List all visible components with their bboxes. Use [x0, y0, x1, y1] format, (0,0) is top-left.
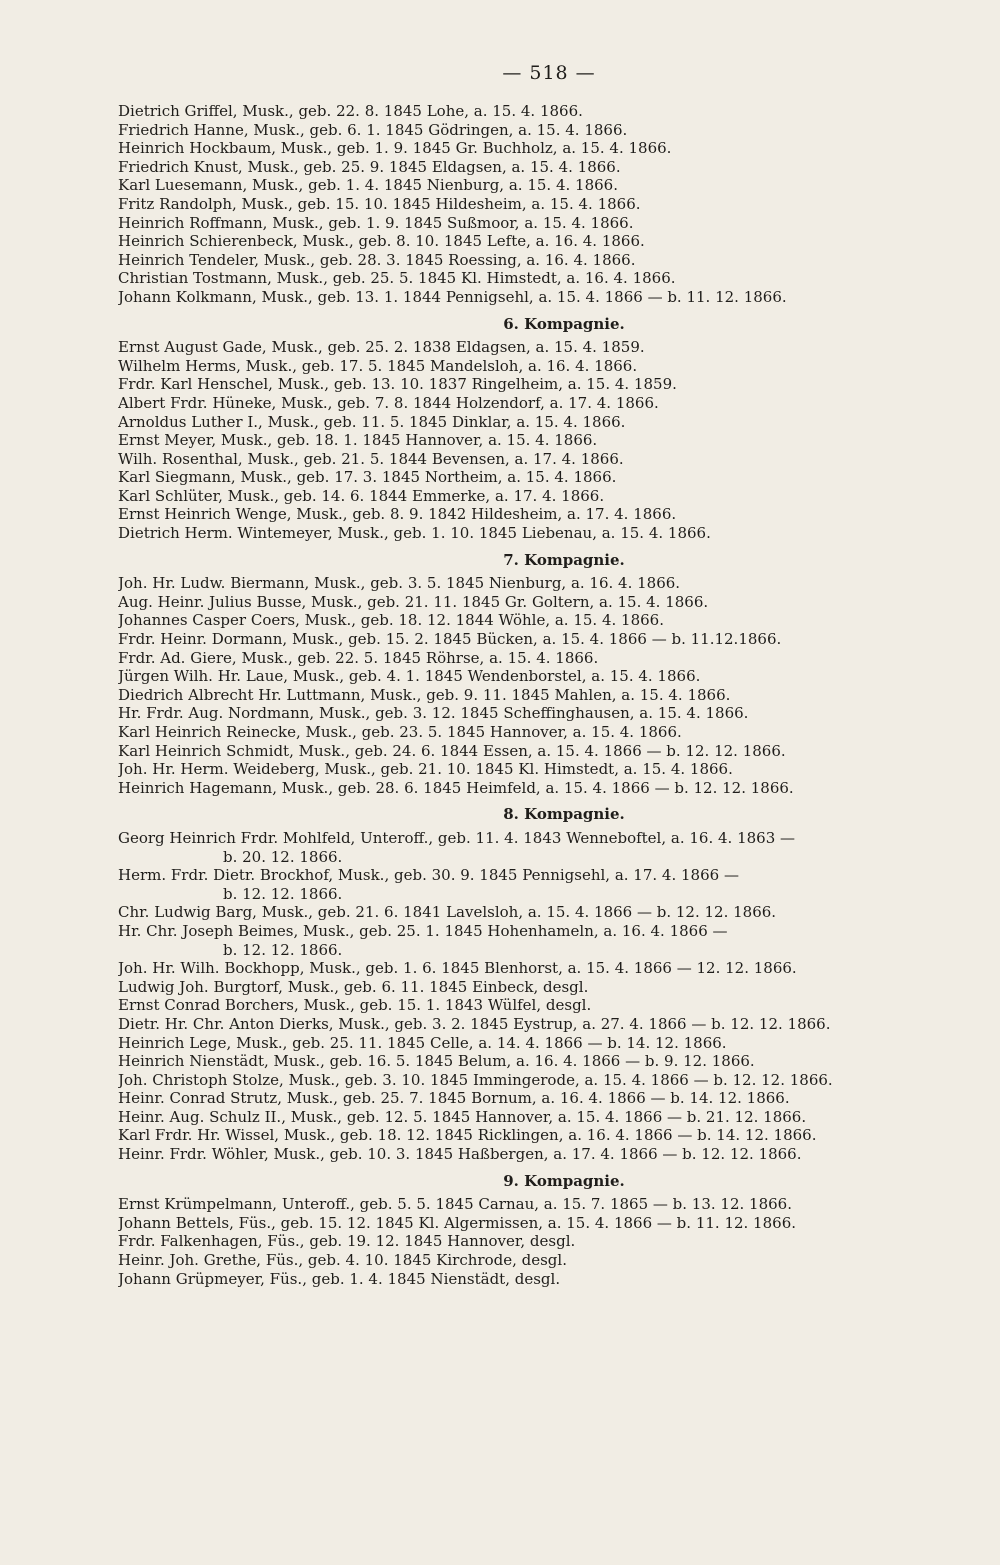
roster-entry: Frdr. Karl Henschel, Musk., geb. 13. 10. 1837 Ringelheim, a. 15. 4. 1859. — [118, 375, 677, 394]
roster-entry: Heinr. Frdr. Wöhler, Musk., geb. 10. 3. 1845 Haßbergen, a. 17. 4. 1866 — b. 12. 12. 1866. — [118, 1145, 802, 1164]
roster-entry: Heinrich Nienstädt, Musk., geb. 16. 5. 1845 Belum, a. 16. 4. 1866 — b. 9. 12. 1866. — [118, 1052, 755, 1071]
section-title: 9. Kompagnie. — [503, 1171, 625, 1190]
company-section — [118, 551, 950, 798]
roster-entry: Hr. Frdr. Aug. Nordmann, Musk., geb. 3. 12. 1845 Scheffinghausen, a. 15. 4. 1866. — [118, 704, 749, 723]
sections-container — [118, 315, 950, 1289]
company-section — [118, 1172, 950, 1289]
section-title: 6. Kompagnie. — [503, 314, 625, 333]
roster-entry: Karl Schlüter, Musk., geb. 14. 6. 1844 Emmerke, a. 17. 4. 1866. — [118, 486, 605, 505]
roster-entry-continuation: b. 12. 12. 1866. — [223, 884, 343, 903]
roster-entry: Ernst Conrad Borchers, Musk., geb. 15. 1. 1843 Wülfel, desgl. — [118, 996, 592, 1015]
company-section — [118, 805, 950, 1163]
roster-entry: Ernst Meyer, Musk., geb. 18. 1. 1845 Hannover, a. 15. 4. 1866. — [118, 431, 598, 450]
roster-entry: Ernst August Gade, Musk., geb. 25. 2. 1838 Eldagsen, a. 15. 4. 1859. — [118, 338, 645, 357]
roster-entry: Joh. Christoph Stolze, Musk., geb. 3. 10. 1845 Immingerode, a. 15. 4. 1866 — b. 12. 12. 1866. — [118, 1070, 833, 1089]
roster-entry: Joh. Hr. Herm. Weideberg, Musk., geb. 21. 10. 1845 Kl. Himstedt, a. 15. 4. 1866. — [118, 760, 733, 779]
roster-entry: Johannes Casper Coers, Musk., geb. 18. 12. 1844 Wöhle, a. 15. 4. 1866. — [118, 611, 664, 630]
roster-entry: Joh. Hr. Ludw. Biermann, Musk., geb. 3. 5. 1845 Nienburg, a. 16. 4. 1866. — [118, 574, 681, 593]
roster-entry: Wilh. Rosenthal, Musk., geb. 21. 5. 1844 Bevensen, a. 17. 4. 1866. — [118, 449, 624, 468]
roster-entry: Heinrich Schierenbeck, Musk., geb. 8. 10. 1845 Lefte, a. 16. 4. 1866. — [118, 232, 645, 251]
roster-entry: Hr. Chr. Joseph Beimes, Musk., geb. 25. 1. 1845 Hohenhameln, a. 16. 4. 1866 — — [118, 921, 728, 940]
roster-entry: Heinrich Tendeler, Musk., geb. 28. 3. 1845 Roessing, a. 16. 4. 1866. — [118, 250, 636, 269]
roster-entry: Georg Heinrich Frdr. Mohlfeld, Unteroff., geb. 11. 4. 1843 Wenneboftel, a. 16. 4. 1863 — — [118, 828, 796, 847]
roster-entry: Jürgen Wilh. Hr. Laue, Musk., geb. 4. 1. 1845 Wendenborstel, a. 15. 4. 1866. — [118, 667, 701, 686]
roster-entry: Friedrich Hanne, Musk., geb. 6. 1. 1845 Gödringen, a. 15. 4. 1866. — [118, 120, 628, 139]
roster-entry: Johann Bettels, Füs., geb. 15. 12. 1845 Kl. Algermissen, a. 15. 4. 1866 — b. 11. 12. 1866. — [118, 1213, 797, 1232]
roster-entry: Frdr. Heinr. Dormann, Musk., geb. 15. 2. 1845 Bücken, a. 15. 4. 1866 — b. 11.12.1866. — [118, 630, 782, 649]
roster-entry: Johann Kolkmann, Musk., geb. 13. 1. 1844 Pennigsehl, a. 15. 4. 1866 — b. 11. 12. 1866. — [118, 287, 787, 306]
roster-entry: Karl Heinrich Reinecke, Musk., geb. 23. 5. 1845 Hannover, a. 15. 4. 1866. — [118, 723, 682, 741]
roster-entry: Christian Tostmann, Musk., geb. 25. 5. 1845 Kl. Himstedt, a. 16. 4. 1866. — [118, 269, 676, 288]
roster-entry-continuation: b. 20. 12. 1866. — [223, 847, 343, 866]
roster-entry: Ludwig Joh. Burgtorf, Musk., geb. 6. 11. 1845 Einbeck, desgl. — [118, 977, 589, 996]
roster-entry-continuation: b. 12. 12. 1866. — [223, 940, 343, 959]
roster-entry: Heinrich Hagemann, Musk., geb. 28. 6. 1845 Heimfeld, a. 15. 4. 1866 — b. 12. 12. 1866. — [118, 778, 794, 797]
roster-entry: Albert Frdr. Hüneke, Musk., geb. 7. 8. 1844 Holzendorf, a. 17. 4. 1866. — [118, 393, 659, 412]
roster-entry: Dietrich Herm. Wintemeyer, Musk., geb. 1. 10. 1845 Liebenau, a. 15. 4. 1866. — [118, 524, 711, 543]
roster-entry: Ernst Krümpelmann, Unteroff., geb. 5. 5. 1845 Carnau, a. 15. 7. 1865 — b. 13. 12. 1866. — [118, 1195, 792, 1214]
section-title: 7. Kompagnie. — [503, 550, 625, 569]
roster-entry: Heinr. Conrad Strutz, Musk., geb. 25. 7. 1845 Bornum, a. 16. 4. 1866 — b. 14. 12. 1866. — [118, 1089, 790, 1108]
roster-entry: Karl Heinrich Schmidt, Musk., geb. 24. 6. 1844 Essen, a. 15. 4. 1866 — b. 12. 12. 1866. — [118, 741, 786, 760]
roster-entry: Chr. Ludwig Barg, Musk., geb. 21. 6. 1841 Lavelsloh, a. 15. 4. 1866 — b. 12. 12. 1866. — [118, 903, 777, 922]
company-section — [118, 315, 950, 543]
roster-entry: Heinrich Roffmann, Musk., geb. 1. 9. 1845 Sußmoor, a. 15. 4. 1866. — [118, 213, 634, 232]
roster-entry: Diedrich Albrecht Hr. Luttmann, Musk., geb. 9. 11. 1845 Mahlen, a. 15. 4. 1866. — [118, 685, 731, 704]
roster-entry: Dietr. Hr. Chr. Anton Dierks, Musk., geb. 3. 2. 1845 Eystrup, a. 27. 4. 1866 — b. 12. 12. 1866. — [118, 1014, 831, 1033]
roster-entry: Aug. Heinr. Julius Busse, Musk., geb. 21. 11. 1845 Gr. Goltern, a. 15. 4. 1866. — [118, 592, 709, 611]
roster-entry: Arnoldus Luther I., Musk., geb. 11. 5. 1845 Dinklar, a. 15. 4. 1866. — [118, 412, 626, 431]
intro-entry-list — [118, 102, 950, 307]
roster-entry: Frdr. Falkenhagen, Füs., geb. 19. 12. 1845 Hannover, desgl. — [118, 1232, 576, 1251]
roster-entry: Herm. Frdr. Dietr. Brockhof, Musk., geb. 30. 9. 1845 Pennigsehl, a. 17. 4. 1866 — — [118, 866, 739, 885]
roster-entry: Heinrich Lege, Musk., geb. 25. 11. 1845 Celle, a. 14. 4. 1866 — b. 14. 12. 1866. — [118, 1033, 727, 1052]
roster-entry: Karl Frdr. Hr. Wissel, Musk., geb. 18. 12. 1845 Ricklingen, a. 16. 4. 1866 — b. 14. 12. 1866. — [118, 1126, 817, 1145]
roster-entry: Heinrich Hockbaum, Musk., geb. 1. 9. 1845 Gr. Buchholz, a. 15. 4. 1866. — [118, 139, 672, 158]
roster-entry: Dietrich Griffel, Musk., geb. 22. 8. 1845 Lohe, a. 15. 4. 1866. — [118, 102, 583, 120]
roster-entry: Karl Luesemann, Musk., geb. 1. 4. 1845 Nienburg, a. 15. 4. 1866. — [118, 176, 618, 195]
roster-entry: Ernst Heinrich Wenge, Musk., geb. 8. 9. 1842 Hildesheim, a. 17. 4. 1866. — [118, 505, 677, 524]
roster-entry: Karl Siegmann, Musk., geb. 17. 3. 1845 Northeim, a. 15. 4. 1866. — [118, 468, 617, 487]
roster-entry: Heinr. Joh. Grethe, Füs., geb. 4. 10. 1845 Kirchrode, desgl. — [118, 1251, 567, 1270]
roster-entry: Wilhelm Herms, Musk., geb. 17. 5. 1845 Mandelsloh, a. 16. 4. 1866. — [118, 356, 638, 375]
roster-entry: Johann Grüpmeyer, Füs., geb. 1. 4. 1845 Nienstädt, desgl. — [118, 1269, 561, 1288]
page-number: — 518 — — [502, 62, 596, 84]
roster-entry: Frdr. Ad. Giere, Musk., geb. 22. 5. 1845 Röhrse, a. 15. 4. 1866. — [118, 648, 599, 667]
roster-entry: Heinr. Aug. Schulz II., Musk., geb. 12. 5. 1845 Hannover, a. 15. 4. 1866 — b. 21. 12. 1866. — [118, 1107, 807, 1126]
roster-entry: Fritz Randolph, Musk., geb. 15. 10. 1845 Hildesheim, a. 15. 4. 1866. — [118, 194, 641, 213]
section-title: 8. Kompagnie. — [503, 805, 625, 824]
roster-entry: Friedrich Knust, Musk., geb. 25. 9. 1845 Eldagsen, a. 15. 4. 1866. — [118, 157, 621, 176]
roster-entry: Joh. Hr. Wilh. Bockhopp, Musk., geb. 1. 6. 1845 Blenhorst, a. 15. 4. 1866 — 12. 12. 1866. — [118, 959, 797, 978]
